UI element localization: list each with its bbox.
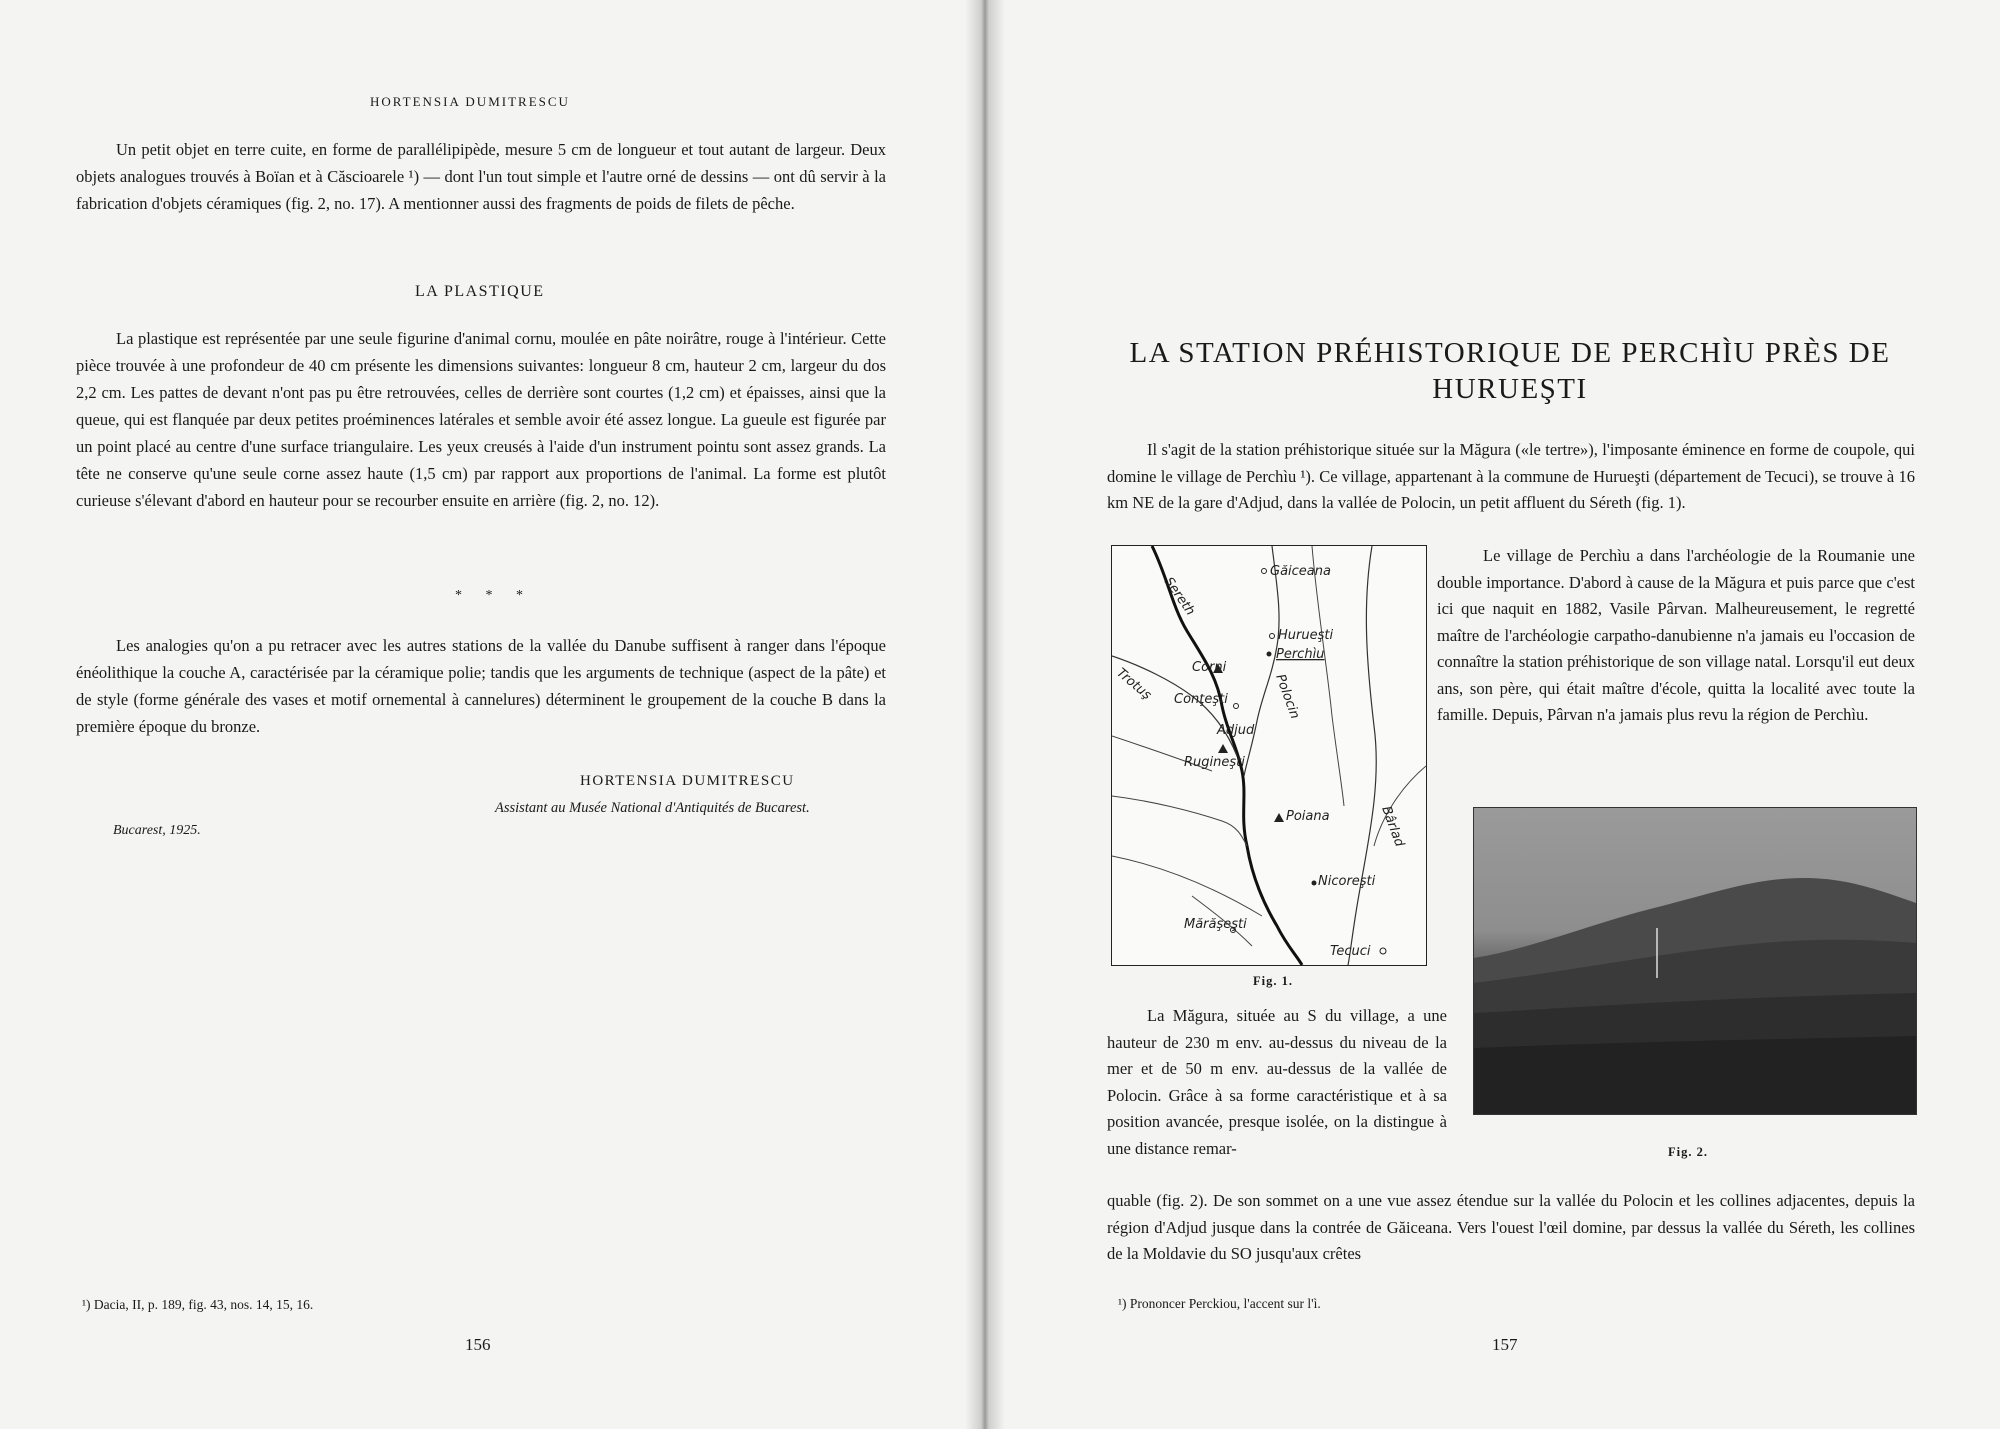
book-gutter	[965, 0, 1005, 1429]
paragraph-analogies: Les analogies qu'on a pu retracer avec les autres stations de la vallée du Danube suffisent à ranger dans l'époque énéolithique la couche A, caractérisée par la céramique polie; tandis que les arguments de technique (aspect de la pâte) et de style (forme générale des vases et motif ornemental à cannelures) déterminent le groupement de la couche B dans la première époque du bronze.	[76, 636, 886, 736]
photo-drawing	[1474, 808, 1916, 1114]
asterism-divider: * * *	[455, 588, 533, 603]
map-label-perchiu: Perchìu	[1276, 647, 1325, 662]
map-label-contesti: Conţeşti	[1174, 692, 1228, 707]
map-label-sereth: Sereth	[1160, 574, 1198, 619]
page-number-right: 157	[1492, 1335, 1518, 1354]
section-heading: LA PLASTIQUE	[415, 283, 545, 300]
signature-name: HORTENSIA DUMITRESCU	[580, 773, 795, 789]
left-page	[0, 0, 985, 1429]
map-label-trotus: Trotuş	[1113, 665, 1154, 703]
article-title: LA STATION PRÉHISTORIQUE DE PERCHÌU PRÈS DE HURUEŞTI	[1129, 337, 1891, 405]
fig1-caption: Fig. 1.	[1253, 974, 1293, 988]
map-label-nicoresti: Nicoreşti	[1318, 874, 1376, 889]
landscape-photo	[1473, 807, 1917, 1115]
map-label-corni: Corni	[1192, 660, 1227, 675]
paragraph-intro: Il s'agit de la station préhistorique située sur la Măgura («le tertre»), l'imposante éminence en forme de coupole, qui domine le village de Perchìu ¹). Ce village, appartenant à la commune de Hurueşti (département de Tecuci), se trouve à 16 km NE de la gare d'Adjud, dans la vallée de Polocin, un petit affluent du Séreth (fig. 1).	[1107, 440, 1915, 512]
map-drawing	[1112, 546, 1426, 965]
paragraph-terre-cuite: Un petit objet en terre cuite, en forme de parallélipipède, mesure 5 cm de longueur et tout autant de largeur. Deux objets analogues trouvés à Boïan et à Căscioarele ¹) — dont l'un tout simple et l'autre orné de dessins — ont dû servir à la fabrication d'objets céramiques (fig. 2, no. 17). A mentionner aussi des fragments de poids de filets de pêche.	[76, 140, 886, 213]
map-label-barlad: Bârlad	[1378, 804, 1407, 849]
map-label-marasesti: Mărăşeşti	[1184, 917, 1247, 932]
fig2-caption: Fig. 2.	[1668, 1145, 1708, 1159]
page-number-left: 156	[465, 1335, 491, 1354]
map-label-adjud: Adjud	[1217, 723, 1255, 738]
map-label-tecuci: Tecuci	[1330, 944, 1371, 959]
map-label-poiana: Poiana	[1286, 809, 1330, 824]
map-figure	[1111, 545, 1427, 966]
paragraph-magura-continued: quable (fig. 2). De son sommet on a une vue assez étendue sur la vallée du Polocin et les collines adjacentes, depuis la région d'Adjud jusque dans la contrée de Găiceana. Vers l'ouest l'œil domine, par dessus la vallée du Séreth, les collines de la Moldavie du SO jusqu'aux crêtes	[1107, 1191, 1915, 1263]
footnote-left: ¹) Dacia, II, p. 189, fig. 43, nos. 14, 15, 16.	[82, 1297, 314, 1312]
paragraph-village: Le village de Perchìu a dans l'archéologie de la Roumanie une double importance. D'abord à cause de la Măgura et puis parce que c'est ici que naquit en 1882, Vasile Pârvan. Malheureusement, le regretté maître de l'archéologie carpatho-danubienne n'a jamais eu l'occasion de connaître la station préhistorique de son village natal. Lorsqu'il eut deux ans, son père, qui était maître d'école, quitta la localité avec toute la famille. Depuis, Pârvan n'a jamais plus revu la région de Perchìu.	[1437, 546, 1915, 724]
footnote-right: ¹) Prononcer Perckiou, l'accent sur l'ì.	[1118, 1296, 1321, 1311]
map-label-polocin: Polocin	[1272, 672, 1303, 721]
paragraph-magura: La Măgura, située au S du village, a une hauteur de 230 m env. au-dessus du niveau de la mer et de 50 m env. au-dessus de la vallée de Polocin. Grâce à sa forme caractéristique et à sa position avancée, presque isolée, on la distingue à une distance remar-	[1107, 1006, 1447, 1158]
map-label-huruesti: Hurueşti	[1278, 628, 1334, 643]
running-head: HORTENSIA DUMITRESCU	[370, 94, 570, 109]
paragraph-plastique: La plastique est représentée par une seule figurine d'animal cornu, moulée en pâte noirâtre, rouge à l'intérieur. Cette pièce trouvée à une profondeur de 40 cm présente les dimensions suivantes: longueur 8 cm, hauteur 2 cm, largeur du dos 2,2 cm. Les pattes de devant n'ont pas pu être retrouvées, celles de derrière sont courtes (1,2 cm) et épaisses, ainsi que la queue, qui est flanquée par deux petites proéminences latérales et semble avoir été assez longue. La gueule est figurée par un point placé au centre d'une surface triangulaire. Les yeux creusés à l'aide d'un instrument pointu sont assez grands. La tête ne conserve qu'une seule corne assez haute (1,5 cm) par rapport aux proportions de l'animal. La forme est plutôt curieuse s'élevant d'abord en hauteur pour se recourber ensuite en arrière (fig. 2, no. 12).	[76, 329, 886, 510]
map-label-gaiceana: Găiceana	[1270, 564, 1331, 579]
place-date: Bucarest, 1925.	[113, 823, 201, 838]
signature-title: Assistant au Musée National d'Antiquités de Bucarest.	[495, 800, 810, 816]
map-label-ruginesti: Rugineşti	[1184, 755, 1245, 770]
